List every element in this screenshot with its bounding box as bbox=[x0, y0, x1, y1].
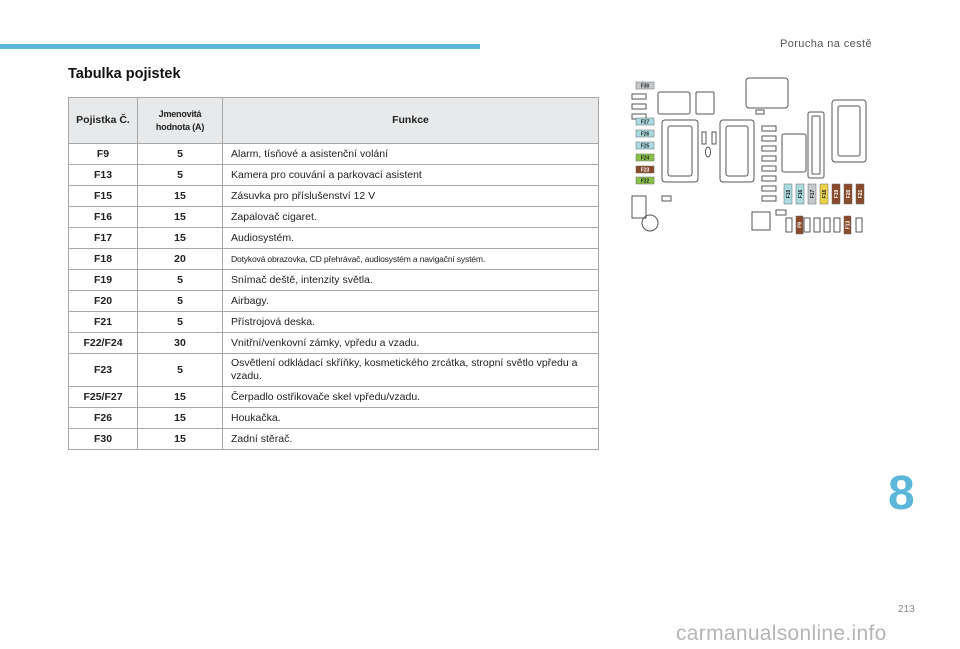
table-row bbox=[69, 429, 599, 450]
diagram-fuse-slot bbox=[776, 210, 786, 215]
chapter-header: Porucha na cestě bbox=[779, 38, 872, 50]
fuse-label-f20 bbox=[844, 184, 852, 204]
header-rating: Jmenovitá hodnota (A) bbox=[138, 98, 223, 144]
page-number: 213 bbox=[898, 604, 915, 615]
table-row bbox=[69, 249, 599, 270]
top-accent-bar bbox=[0, 44, 480, 49]
svg-text:F19: F19 bbox=[833, 189, 840, 199]
fuse-label-f23 bbox=[636, 166, 654, 173]
diagram-fuse-slot bbox=[632, 104, 646, 109]
watermark: carmanualsonline.info bbox=[676, 622, 887, 645]
header-function: Funkce bbox=[223, 98, 599, 144]
function-cell: Osvětlení odkládací skříňky, kosmetického zrcátka, stropní světlo vpředu a vzadu. bbox=[223, 354, 599, 387]
fuse-cell: F19 bbox=[69, 270, 138, 291]
fuse-label-f25 bbox=[636, 142, 654, 149]
fuse-cell: F22/F24 bbox=[69, 333, 138, 354]
diagram-fuse-slot bbox=[762, 146, 776, 151]
function-cell: Alarm, tísňové a asistenční volání bbox=[223, 144, 599, 165]
diagram-fuse-slot bbox=[756, 110, 764, 114]
fuse-cell: F17 bbox=[69, 228, 138, 249]
amps-cell: 15 bbox=[138, 228, 223, 249]
diagram-relay bbox=[696, 92, 714, 114]
function-cell: Snímač deště, intenzity světla. bbox=[223, 270, 599, 291]
fuse-label-f24 bbox=[636, 154, 654, 161]
fuse-label-f9 bbox=[796, 216, 803, 234]
amps-cell: 20 bbox=[138, 249, 223, 270]
left-fuse-labels bbox=[636, 82, 654, 184]
diagram-fuse-slot bbox=[804, 218, 810, 232]
amps-cell: 5 bbox=[138, 291, 223, 312]
fuse-cell: F18 bbox=[69, 249, 138, 270]
table-row bbox=[69, 291, 599, 312]
fuse-cell: F21 bbox=[69, 312, 138, 333]
diagram-fuse-slot bbox=[712, 132, 716, 144]
svg-text:F13: F13 bbox=[845, 220, 852, 230]
diagram-fuse-slot bbox=[834, 218, 840, 232]
diagram-relay bbox=[662, 120, 698, 182]
diagram-connector bbox=[642, 215, 658, 231]
function-cell: Kamera pro couvání a parkovací asistent bbox=[223, 165, 599, 186]
function-cell: Čerpadlo ostřikovače skel vpředu/vzadu. bbox=[223, 387, 599, 408]
fuse-label-f27 bbox=[636, 118, 654, 125]
table-row bbox=[69, 228, 599, 249]
fuse-label-f26 bbox=[636, 130, 654, 137]
svg-text:F16: F16 bbox=[797, 189, 804, 199]
function-cell: Vnitřní/venkovní zámky, vpředu a vzadu. bbox=[223, 333, 599, 354]
fuse-cell: F13 bbox=[69, 165, 138, 186]
diagram-fuse-slot bbox=[632, 94, 646, 99]
function-cell: Zadní stěrač. bbox=[223, 429, 599, 450]
diagram-fuse-slot bbox=[762, 136, 776, 141]
fuse-cell: F30 bbox=[69, 429, 138, 450]
chapter-number: 8 bbox=[888, 467, 915, 520]
fuse-box-diagram bbox=[628, 76, 873, 236]
diagram-fuse-slot bbox=[762, 166, 776, 171]
svg-text:F30: F30 bbox=[640, 83, 650, 90]
table-row bbox=[69, 186, 599, 207]
fuse-label-f13 bbox=[844, 216, 851, 234]
svg-text:F18: F18 bbox=[821, 189, 828, 199]
fuse-cell: F23 bbox=[69, 354, 138, 387]
diagram-relay bbox=[632, 196, 646, 218]
diagram-fuse-slot bbox=[762, 176, 776, 181]
amps-cell: 15 bbox=[138, 429, 223, 450]
diagram-fuse-slot bbox=[762, 186, 776, 191]
diagram-relay bbox=[668, 126, 692, 176]
fuse-cell: F16 bbox=[69, 207, 138, 228]
diagram-relay bbox=[782, 134, 806, 172]
table-row bbox=[69, 144, 599, 165]
fuse-label-f15 bbox=[784, 184, 792, 204]
fuse-cell: F9 bbox=[69, 144, 138, 165]
diagram-connector bbox=[706, 147, 711, 157]
diagram-relay bbox=[832, 100, 866, 162]
diagram-relay bbox=[838, 106, 860, 156]
diagram-relay bbox=[752, 212, 770, 230]
svg-text:F17: F17 bbox=[809, 189, 816, 199]
diagram-fuse-slot bbox=[814, 218, 820, 232]
amps-cell: 5 bbox=[138, 312, 223, 333]
svg-text:F20: F20 bbox=[845, 189, 852, 199]
diagram-relay bbox=[808, 112, 824, 178]
amps-cell: 5 bbox=[138, 354, 223, 387]
function-cell: Audiosystém. bbox=[223, 228, 599, 249]
fuse-cell: F25/F27 bbox=[69, 387, 138, 408]
amps-cell: 15 bbox=[138, 387, 223, 408]
table-row bbox=[69, 165, 599, 186]
table-row bbox=[69, 207, 599, 228]
diagram-relay bbox=[812, 116, 820, 174]
fuse-label-f21 bbox=[856, 184, 864, 204]
diagram-relay bbox=[746, 78, 788, 108]
diagram-relay bbox=[720, 120, 754, 182]
fuse-label-f17 bbox=[808, 184, 816, 204]
diagram-fuse-slot bbox=[662, 196, 671, 201]
function-cell: Zásuvka pro příslušenství 12 V bbox=[223, 186, 599, 207]
diagram-fuse-slot bbox=[856, 218, 862, 232]
amps-cell: 30 bbox=[138, 333, 223, 354]
section-title: Tabulka pojistek bbox=[68, 66, 181, 82]
diagram-fuse-slot bbox=[762, 126, 776, 131]
diagram-fuse-slot bbox=[762, 196, 776, 201]
table-row bbox=[69, 408, 599, 429]
fuse-label-f16 bbox=[796, 184, 804, 204]
function-cell: Dotyková obrazovka, CD přehrávač, audiosystém a navigační systém. bbox=[223, 249, 599, 270]
fuse-table bbox=[68, 97, 599, 450]
function-cell: Přístrojová deska. bbox=[223, 312, 599, 333]
diagram-fuse-slot bbox=[702, 132, 706, 144]
svg-text:F21: F21 bbox=[857, 189, 864, 199]
diagram-relay bbox=[726, 126, 748, 176]
fuse-cell: F20 bbox=[69, 291, 138, 312]
svg-text:F25: F25 bbox=[640, 143, 650, 150]
svg-text:F9: F9 bbox=[797, 222, 804, 228]
diagram-fuse-slot bbox=[824, 218, 830, 232]
amps-cell: 5 bbox=[138, 270, 223, 291]
fuse-cell: F15 bbox=[69, 186, 138, 207]
table-row bbox=[69, 270, 599, 291]
fuse-label-f18 bbox=[820, 184, 828, 204]
diagram-fuse-slot bbox=[786, 218, 792, 232]
svg-text:F23: F23 bbox=[640, 167, 650, 174]
fuse-label-f30 bbox=[636, 82, 654, 89]
fuse-label-f22 bbox=[636, 177, 654, 184]
diagram-fuse-slot bbox=[762, 156, 776, 161]
table-row bbox=[69, 312, 599, 333]
amps-cell: 15 bbox=[138, 408, 223, 429]
svg-text:F24: F24 bbox=[640, 155, 650, 162]
table-row bbox=[69, 354, 599, 387]
vertical-fuse-labels bbox=[784, 184, 864, 204]
svg-text:F15: F15 bbox=[785, 189, 792, 199]
fuse-label-f19 bbox=[832, 184, 840, 204]
function-cell: Zapalovač cigaret. bbox=[223, 207, 599, 228]
svg-text:F26: F26 bbox=[640, 131, 650, 138]
function-cell: Houkačka. bbox=[223, 408, 599, 429]
table-header-row bbox=[69, 98, 599, 144]
header-fuse-number: Pojistka Č. bbox=[69, 98, 138, 144]
function-cell: Airbagy. bbox=[223, 291, 599, 312]
diagram-relay bbox=[658, 92, 690, 114]
table-row bbox=[69, 387, 599, 408]
fuse-cell: F26 bbox=[69, 408, 138, 429]
svg-text:F27: F27 bbox=[640, 119, 650, 126]
table-row bbox=[69, 333, 599, 354]
amps-cell: 15 bbox=[138, 207, 223, 228]
amps-cell: 15 bbox=[138, 186, 223, 207]
amps-cell: 5 bbox=[138, 165, 223, 186]
svg-text:F22: F22 bbox=[640, 178, 650, 185]
amps-cell: 5 bbox=[138, 144, 223, 165]
